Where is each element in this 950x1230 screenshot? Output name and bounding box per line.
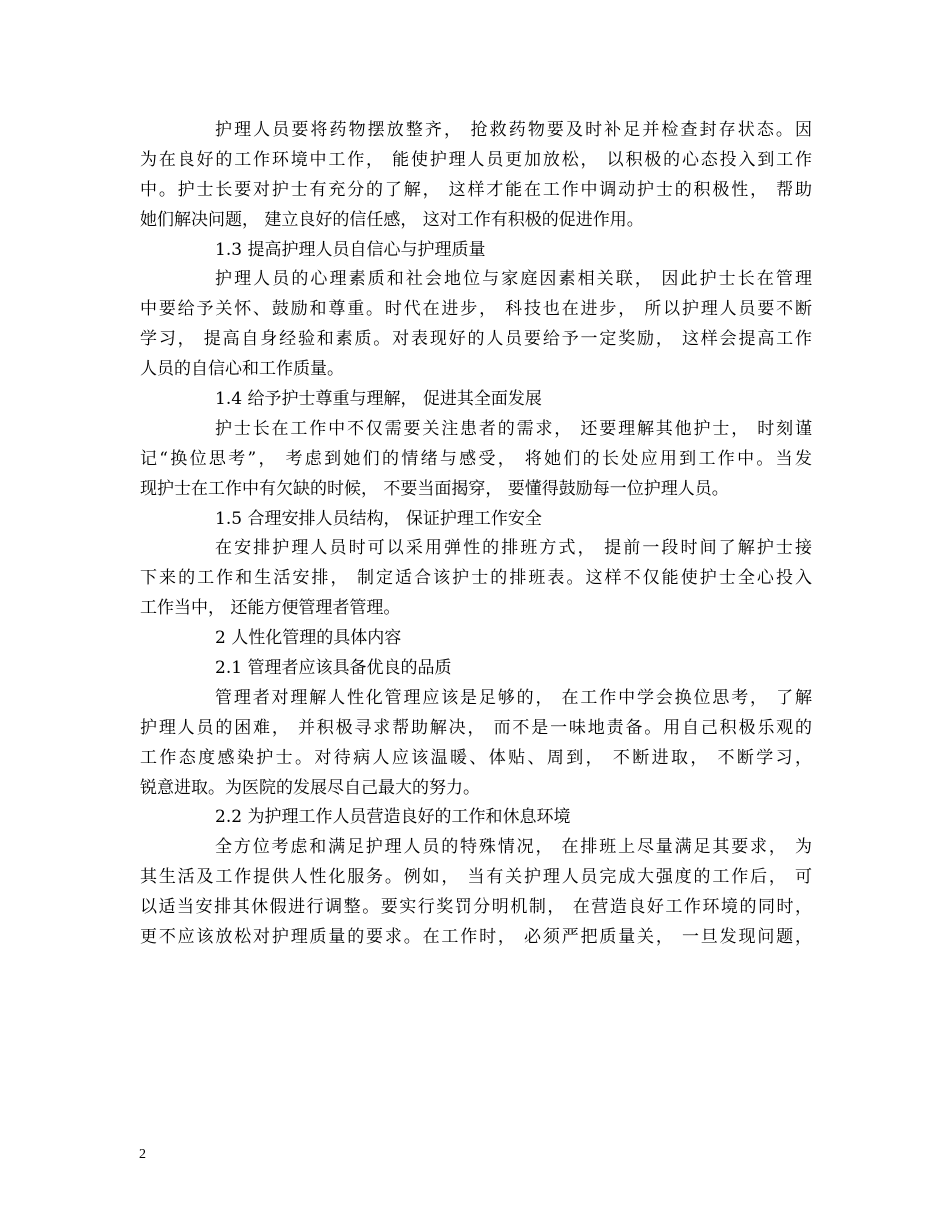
paragraph-line: 中。护士长要对护士有充分的了解， 这样才能在工作中调动护士的积极性， 帮助 (140, 179, 812, 200)
paragraph-line: 工作态度感染护士。对待病人应该温暖、体贴、周到， 不断进取， 不断学习， (140, 747, 812, 768)
section-heading-2-1: 2.1 管理者应该具备优良的品质 (215, 658, 452, 679)
body-text (140, 116, 812, 953)
paragraph-line: 全方位考虑和满足护理人员的特殊情况， 在排班上尽量满足其要求， 为 (215, 837, 812, 858)
paragraph-line: 记“换位思考”， 考虑到她们的情绪与感受， 将她们的长处应用到工作中。当发 (140, 448, 812, 469)
paragraph-line: 现护士在工作中有欠缺的时候， 不要当面揭穿， 要懂得鼓励每一位护理人员。 (140, 478, 729, 499)
section-heading-1-4: 1.4 给予护士尊重与理解， 促进其全面发展 (215, 389, 542, 410)
paragraph-line: 学习， 提高自身经验和素质。对表现好的人员要给予一定奖励， 这样会提高工作 (140, 329, 812, 350)
section-heading-2: 2 人性化管理的具体内容 (215, 628, 402, 649)
paragraph-line: 人员的自信心和工作质量。 (140, 359, 344, 380)
paragraph-line: 她们解决问题， 建立良好的信任感， 这对工作有积极的促进作用。 (140, 209, 644, 230)
paragraph-line: 为在良好的工作环境中工作， 能使护理人员更加放松， 以积极的心态投入到工作 (140, 149, 812, 170)
page-number: 2 (139, 1147, 146, 1162)
section-heading-1-3: 1.3 提高护理人员自信心与护理质量 (215, 239, 486, 260)
paragraph-line: 护理人员的困难， 并积极寻求帮助解决， 而不是一味地责备。用自己积极乐观的 (140, 717, 812, 738)
paragraph-line: 护理人员要将药物摆放整齐， 抢救药物要及时补足并检查封存状态。因 (215, 120, 812, 140)
paragraph-line: 护士长在工作中不仅需要关注患者的需求， 还要理解其他护士， 时刻谨 (215, 418, 812, 439)
paragraph-line: 中要给予关怀、鼓励和尊重。时代在进步， 科技也在进步， 所以护理人员要不断 (140, 299, 812, 320)
paragraph-line: 更不应该放松对护理质量的要求。在工作时， 必须严把质量关， 一旦发现问题， (140, 927, 812, 948)
section-heading-2-2: 2.2 为护理工作人员营造良好的工作和休息环境 (215, 807, 571, 828)
paragraph-line: 管理者对理解人性化管理应该是足够的， 在工作中学会换位思考， 了解 (215, 687, 812, 708)
paragraph-line: 其生活及工作提供人性化服务。例如， 当有关护理人员完成大强度的工作后， 可 (140, 867, 812, 888)
paragraph-line: 锐意进取。为医院的发展尽自己最大的努力。 (140, 777, 480, 798)
paragraph-line: 下来的工作和生活安排， 制定适合该护士的排班表。这样不仅能使护士全心投入 (140, 568, 812, 589)
paragraph-line: 护理人员的心理素质和社会地位与家庭因素相关联， 因此护士长在管理 (215, 269, 812, 290)
paragraph-line: 工作当中， 还能方便管理者管理。 (140, 598, 401, 619)
section-heading-1-5: 1.5 合理安排人员结构， 保证护理工作安全 (215, 508, 542, 529)
paragraph-line: 以适当安排其休假进行调整。要实行奖罚分明机制， 在营造良好工作环境的同时， (140, 897, 812, 918)
paragraph-line: 在安排护理人员时可以采用弹性的排班方式， 提前一段时间了解护士接 (215, 538, 812, 559)
